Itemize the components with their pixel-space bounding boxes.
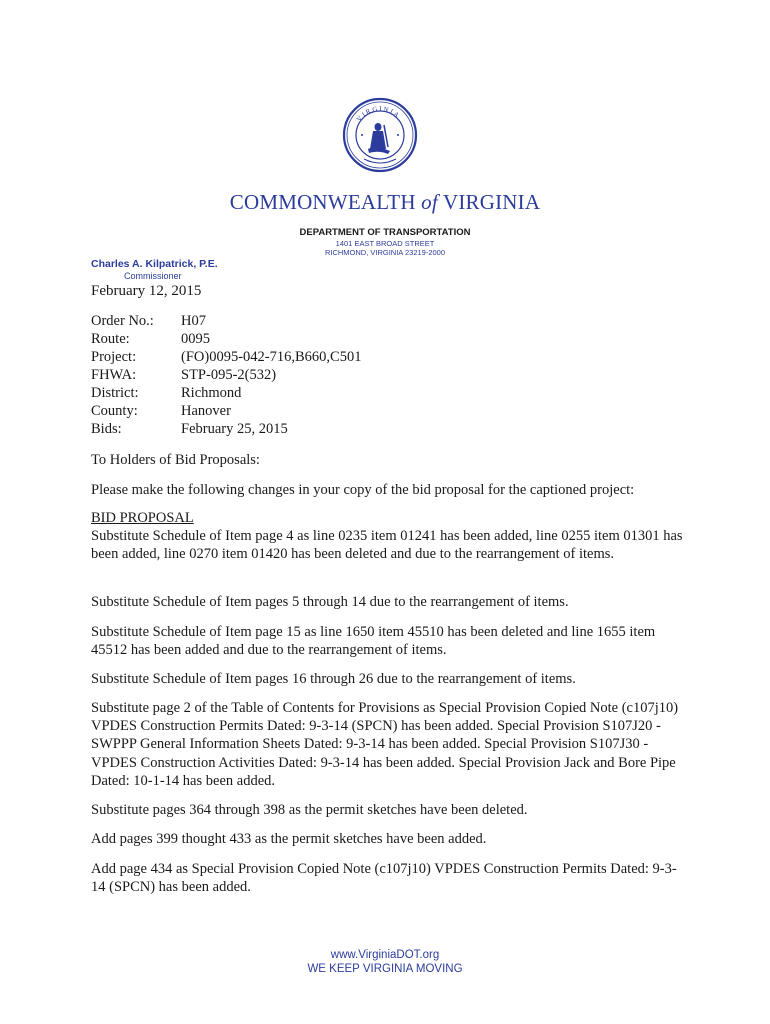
field-district: [91, 384, 361, 402]
order-details: [91, 312, 361, 438]
body-paragraph: Substitute pages 364 through 398 as the permit sketches have been deleted.: [91, 802, 528, 818]
field-value: (FO)0095-042-716,B660,C501: [181, 349, 362, 365]
commissioner-title: Commissioner: [124, 271, 182, 281]
body-paragraph: Substitute Schedule of Item page 4 as line 0235 item 01241 has been added, line 0255 item 01301 has been added, line 0270 item 01420 has been deleted and due to the rearrangement of items.: [91, 528, 683, 563]
footer-website-link[interactable]: www.VirginiaDOT.org: [330, 949, 440, 961]
field-label: Bids:: [91, 421, 122, 437]
section-heading: BID PROPOSAL: [91, 510, 194, 526]
department-address-line1: 1401 EAST BROAD STREET: [335, 239, 435, 248]
body-paragraph: Substitute Schedule of Item page 15 as line 1650 item 45510 has been deleted and line 1655 item 45512 has been added and due to the rearrangement of items.: [91, 624, 656, 659]
virginia-seal-icon: [342, 97, 418, 173]
body-paragraph: Substitute Schedule of Item pages 16 through 26 due to the rearrangement of items.: [91, 671, 576, 687]
field-value: 0095: [181, 331, 210, 347]
field-label: FHWA:: [91, 367, 137, 383]
masthead-virginia: VIRGINIA: [437, 190, 541, 214]
field-label: Route:: [91, 331, 130, 347]
field-label: County:: [91, 403, 138, 419]
masthead-of: of: [421, 190, 438, 214]
field-county: [91, 402, 361, 420]
field-order-no: [91, 312, 361, 330]
field-value: STP-095-2(532): [181, 367, 277, 383]
field-label: Order No.:: [91, 313, 154, 329]
field-value: H07: [181, 313, 206, 329]
field-value: Hanover: [181, 403, 231, 419]
footer-motto: WE KEEP VIRGINIA MOVING: [307, 963, 463, 975]
body-paragraph: Substitute Schedule of Item pages 5 through 14 due to the rearrangement of items.: [91, 594, 569, 610]
seal-text: VIRGINIA: [354, 104, 402, 124]
masthead-commonwealth: COMMONWEALTH: [229, 190, 422, 214]
body-paragraph: Add pages 399 thought 433 as the permit sketches have been added.: [91, 831, 487, 847]
letter-date: February 12, 2015: [91, 283, 202, 299]
commissioner-name: Charles A. Kilpatrick, P.E.: [91, 258, 218, 270]
body-paragraph: Add page 434 as Special Provision Copied Note (c107j10) VPDES Construction Permits Dated: 9-3-14 (SPCN) has been added.: [91, 861, 677, 896]
field-value: Richmond: [181, 385, 242, 401]
field-fhwa: [91, 366, 361, 384]
field-route: [91, 330, 361, 348]
intro-paragraph: Please make the following changes in your copy of the bid proposal for the captioned project:: [91, 482, 635, 498]
field-label: District:: [91, 385, 139, 401]
department-name: DEPARTMENT OF TRANSPORTATION: [299, 227, 471, 238]
field-label: Project:: [91, 349, 137, 365]
body-paragraph: Substitute page 2 of the Table of Contents for Provisions as Special Provision Copied Note (c107j10) VPDES Construction Permits Dated: 9-3-14 (SPCN) has been added. Special Provision S107J20 - SWPPP General Information Sheets Dated: 9-3-14 has been added. Special Provision S107J30 - VPDES Construction Activities Dated: 9-3-14 has been added. Special Provision Jack and Bore Pipe Dated: 10-1-14 has been added.: [91, 700, 679, 789]
commonwealth-heading: [0, 190, 770, 215]
field-bids: [91, 420, 361, 438]
salutation: To Holders of Bid Proposals:: [91, 452, 260, 468]
field-project: [91, 348, 361, 366]
field-value: February 25, 2015: [181, 421, 288, 437]
department-address-line2: RICHMOND, VIRGINIA 23219-2000: [324, 248, 446, 257]
